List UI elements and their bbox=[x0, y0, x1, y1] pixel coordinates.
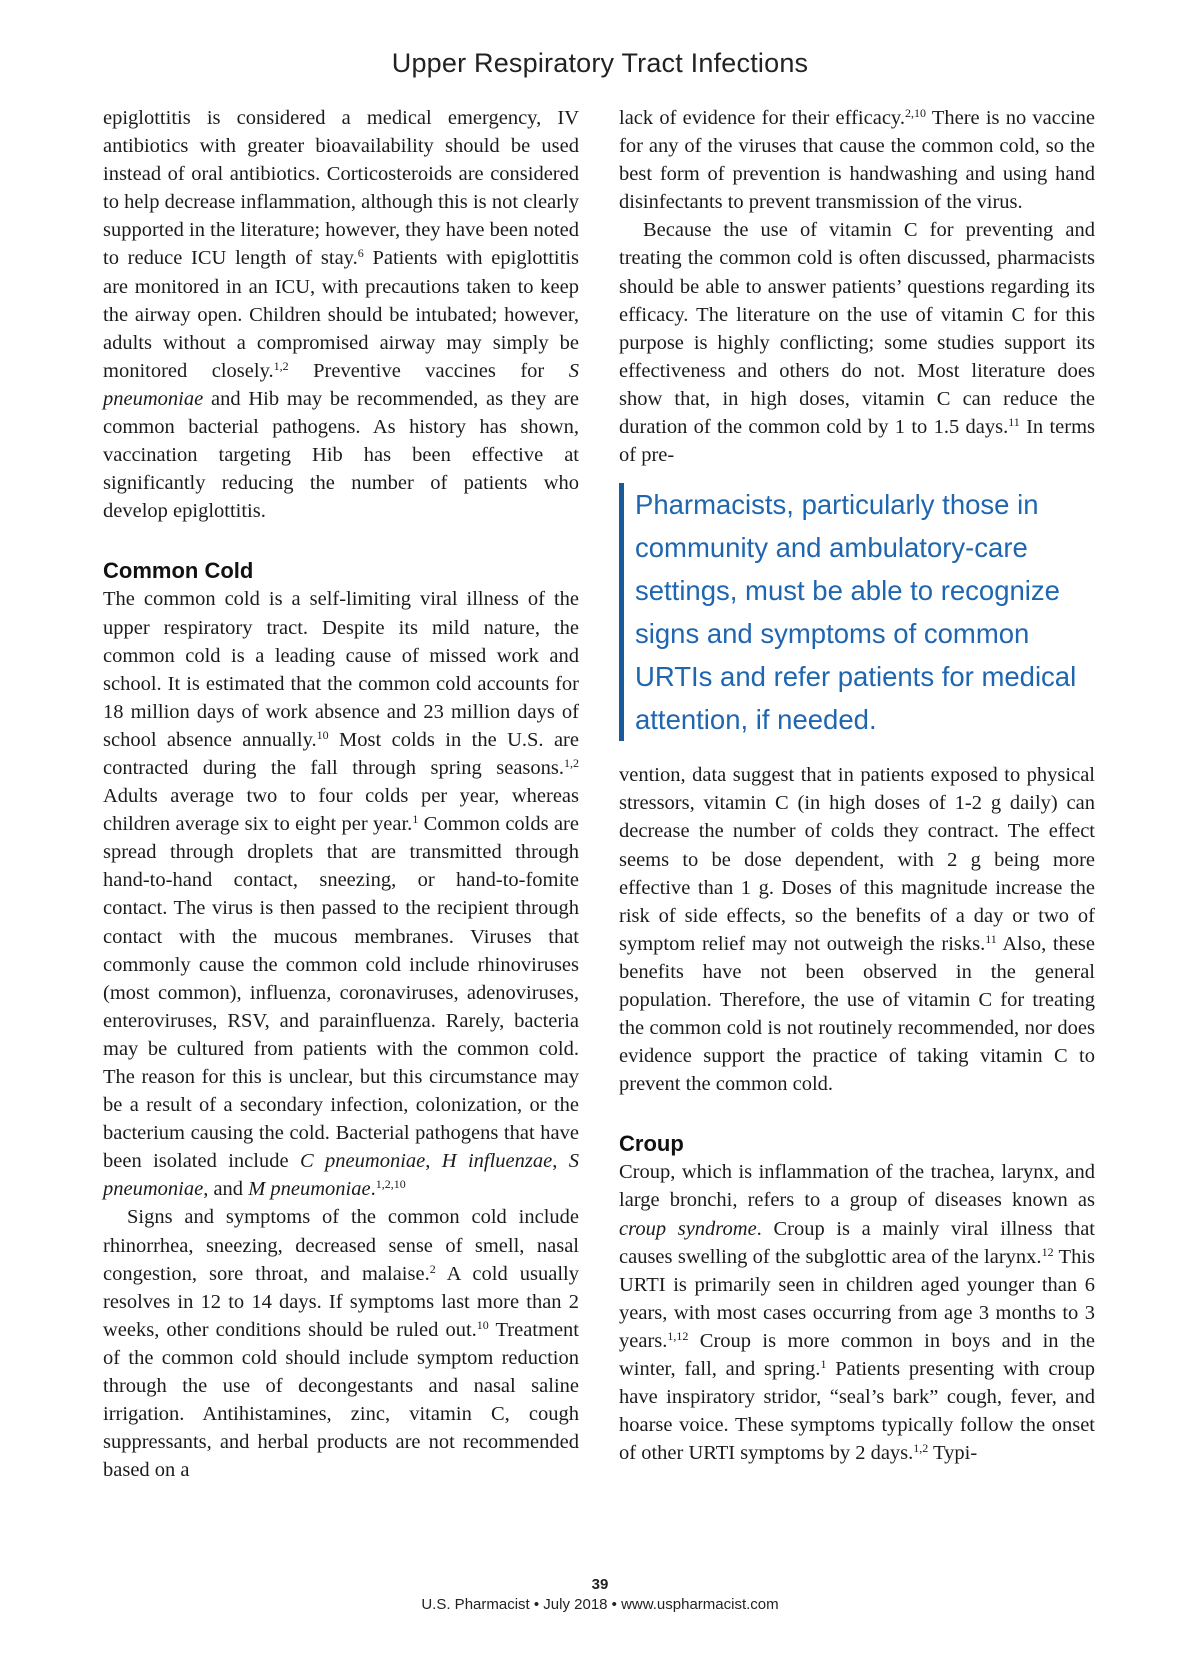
citation-ref: 1,12 bbox=[667, 1328, 689, 1343]
species-name: C pneumoniae bbox=[299, 1150, 426, 1173]
text-run: Signs and symptoms of the common cold include rhinorrhea, sneezing, decreased sense of smell, nasal congestion, sore throat, and malaise. bbox=[103, 1206, 579, 1285]
text-run: , and bbox=[203, 1178, 249, 1201]
paragraph-epiglottitis-treatment bbox=[103, 104, 579, 525]
text-run: . bbox=[370, 1178, 376, 1201]
text-run: vention, data suggest that in patients exposed to physical stressors, vitamin C (in high doses of 1-2 g daily) can decrease the number of colds they contract. The effect seems to be dose dependent, with 2 g being more effective than 1 g. Doses of this magnitude increase the risk of side effects, so the benefits of a day or two of symptom relief may not outweigh the risks. bbox=[619, 764, 1095, 955]
term-emphasis: croup syndrome bbox=[619, 1217, 757, 1240]
citation-ref: 6 bbox=[357, 246, 364, 261]
text-run: Most colds in the U.S. are contracted during the fall through spring seasons. bbox=[103, 728, 579, 779]
citation-ref: 11 bbox=[1008, 415, 1020, 430]
publication-footer: U.S. Pharmacist • July 2018 • www.uspharmacist.com bbox=[421, 1596, 779, 1613]
page-number: 39 bbox=[591, 1576, 609, 1593]
running-head-title: Upper Respiratory Tract Infections bbox=[391, 48, 809, 78]
citation-ref: 10 bbox=[316, 727, 329, 742]
citation-ref: 1,2 bbox=[913, 1441, 929, 1456]
text-run: , bbox=[425, 1150, 442, 1173]
text-run: In terms of pre- bbox=[619, 416, 1096, 467]
text-run: Preventive vaccines for bbox=[288, 359, 569, 382]
species-name: S pneumoniae bbox=[103, 1150, 579, 1201]
section-heading-common-cold: Common Cold bbox=[103, 558, 254, 584]
text-run: Because the use of vitamin C for preventing and treating the common cold is often discussed, pharmacists should be able to answer patients’ questions regarding its efficacy. The literature on the use of vitamin C for this purpose is highly conflicting; some studies support its effectiveness and others do not. Most literature does show that, in high doses, vitamin C can reduce the duration of the common cold by 1 to 1.5 days. bbox=[619, 219, 1095, 439]
text-run: Croup is more common in boys and in the winter, fall, and spring. bbox=[619, 1329, 1095, 1380]
citation-ref: 1 bbox=[412, 812, 419, 827]
citation-ref: 1 bbox=[820, 1357, 827, 1371]
citation-ref: 2 bbox=[429, 1261, 436, 1276]
text-run: Treatment of the common cold should include symptom reduction through the use of decongestants and nasal saline irrigation. Antihistamines, zinc, vitamin C, cough suppressants, and herbal products are not recommended based on a bbox=[103, 1318, 579, 1482]
citation-ref: 1,2 bbox=[273, 358, 289, 373]
paragraph-prevention bbox=[619, 104, 1095, 216]
text-run: Patients with epiglottitis are monitored in an ICU, with precautions taken to keep the airway open. Children should be intubated; however, adults without a compromised airway may simply be monitored closely. bbox=[103, 247, 579, 382]
text-run: There is no vaccine for any of the viruses that cause the common cold, so the best form of prevention is handwashing and using hand disinfectants to prevent transmission of the virus. bbox=[619, 107, 1095, 214]
paragraph-croup bbox=[619, 1158, 1095, 1467]
text-run: The common cold is a self-limiting viral illness of the upper respiratory tract. Despite its mild nature, the common cold is a leading cause of missed work and school. It is estimated that the common cold accounts for 18 million days of work absence and 23 million days of school absence annually. bbox=[103, 588, 579, 751]
paragraph-vitamin-c-prevention bbox=[619, 761, 1095, 1098]
text-run: This URTI is primarily seen in children aged younger than 6 years, with most cases occurring from age 3 months to 3 years. bbox=[619, 1245, 1095, 1352]
citation-ref: 12 bbox=[1041, 1244, 1054, 1259]
paragraph-common-cold-intro bbox=[103, 585, 579, 1203]
right-column bbox=[619, 104, 1095, 1467]
text-run: Croup, which is inflammation of the trachea, larynx, and large bronchi, refers to a group of diseases known as bbox=[619, 1161, 1095, 1212]
text-run: Common colds are spread through droplets that are transmitted through hand-to-hand contact, sneezing, or hand-to-fomite contact. The virus is then passed to the recipient through contact with the mucous membranes. Viruses that commonly cause the common cold include rhinoviruses (most common), influenza, coronaviruses, adenoviruses, enteroviruses, RSV, and parainfluenza. Rarely, bacteria may be cultured from patients with the common cold. The reason for this is unclear, but this circumstance may be a result of a secondary infection, colonization, or the bacterium causing the cold. Bacterial pathogens that have been isolated include bbox=[103, 813, 579, 1173]
text-run: lack of evidence for their efficacy. bbox=[619, 107, 905, 129]
text-run: . Croup is a mainly viral illness that causes swelling of the subglottic area of the larynx. bbox=[619, 1217, 1096, 1268]
text-run: Typi- bbox=[928, 1442, 978, 1465]
paragraph-common-cold-symptoms bbox=[103, 1203, 579, 1484]
text-run: A cold usually resolves in 12 to 14 days. If symptoms last more than 2 weeks, other conditions should be ruled out. bbox=[103, 1262, 579, 1341]
text-run: Adults average two to four colds per year, whereas children average six to eight per year. bbox=[103, 785, 579, 836]
text-run: Patients presenting with croup have inspiratory stridor, “seal’s bark” cough, fever, and hoarse voice. These symptoms typically follow the onset of other URTI symptoms by 2 days. bbox=[619, 1358, 1095, 1465]
pull-quote: Pharmacists, particularly those in community and ambulatory-care settings, must be able to recognize signs and symptoms of common URTIs and refer patients for medical attention, if needed. bbox=[619, 483, 1095, 741]
species-name: M pneumoniae bbox=[248, 1178, 371, 1201]
left-column bbox=[103, 104, 579, 1484]
text-run: and Hib may be recommended, as they are common bacterial pathogens. As history has shown, vaccination targeting Hib has been effective at significantly reducing the number of patients who develop epiglottitis. bbox=[103, 387, 579, 523]
text-run: , bbox=[552, 1150, 569, 1173]
citation-ref: 1,2 bbox=[564, 755, 579, 770]
citation-ref: 11 bbox=[985, 931, 997, 946]
paragraph-vitamin-c bbox=[619, 216, 1095, 469]
citation-ref: 2,10 bbox=[904, 106, 926, 120]
citation-ref: 10 bbox=[476, 1317, 489, 1332]
citation-ref: 1,2,10 bbox=[375, 1177, 406, 1192]
species-name: S pneumoniae bbox=[103, 359, 580, 410]
text-run: Also, these benefits have not been observed in the general population. Therefore, the use of vitamin C for treating the common cold is not routinely recommended, nor does evidence support the practice of taking vitamin C to prevent the common cold. bbox=[619, 932, 1095, 1096]
section-heading-croup: Croup bbox=[619, 1131, 684, 1157]
species-name: H influenzae bbox=[441, 1150, 553, 1173]
text-run: epiglottitis is considered a medical emergency, IV antibiotics with greater bioavailability should be used instead of oral antibiotics. Corticosteroids are considered to help decrease inflammation, although this is not clearly supported in the literature; however, they have been noted to reduce ICU length of stay. bbox=[103, 107, 579, 270]
